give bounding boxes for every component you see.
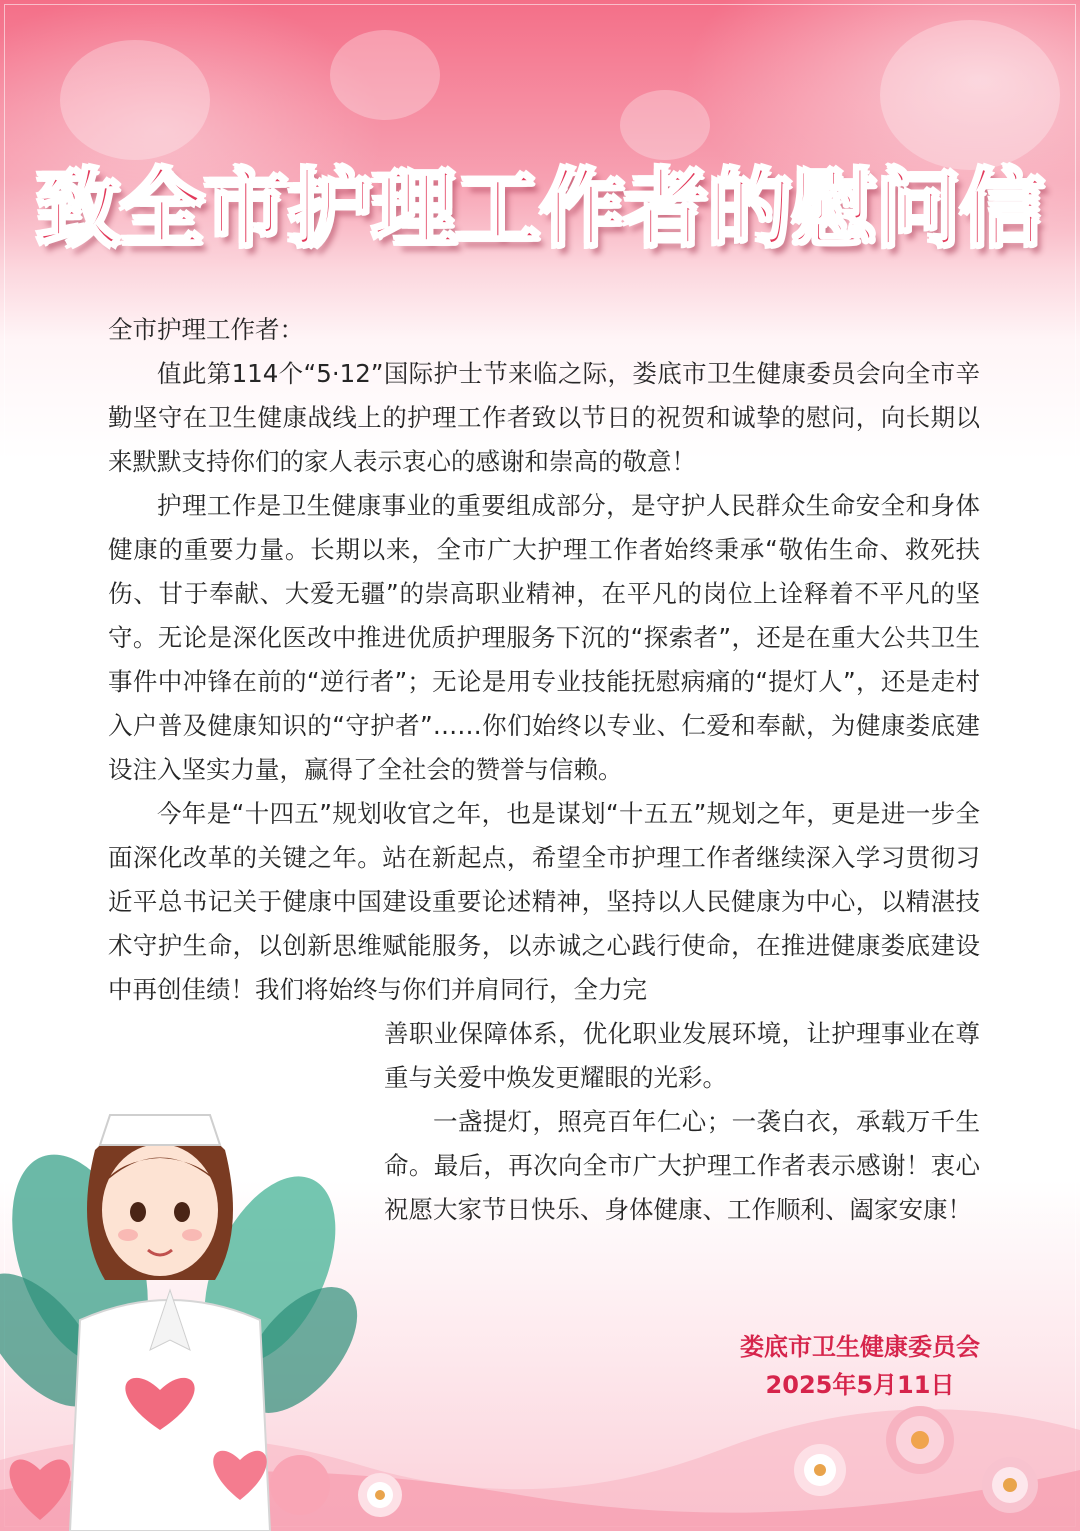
title-banner	[0, 142, 1080, 263]
flower-icon	[886, 1406, 954, 1474]
paragraph-3	[108, 792, 980, 1012]
bokeh-light	[330, 30, 440, 120]
page-title: 致全市护理工作者的慰问信	[35, 160, 1044, 258]
salutation: 全市护理工作者：	[108, 315, 304, 344]
paragraph-3-tail: 善职业保障体系，优化职业发展环境，让护理事业在尊重与关爱中焕发更耀眼的光彩。	[384, 1019, 980, 1092]
flower-icon	[982, 1457, 1038, 1513]
flower-icon	[358, 1473, 402, 1517]
nurse-illustration	[0, 1090, 360, 1531]
flower-icon	[794, 1444, 846, 1496]
paragraph-1: 值此第114个“5·12”国际护士节来临之际，娄底市卫生健康委员会向全市辛勤坚守在卫生健康战线上的护理工作者致以节日的祝贺和诚挚的慰问，向长期以来默默支持你们的家人表示衷心的感谢和崇高的敬意！	[108, 359, 980, 476]
paragraph-3-main: 今年是“十四五”规划收官之年，也是谋划“十五五”规划之年，更是进一步全面深化改革的关键之年。站在新起点，希望全市护理工作者继续深入学习贯彻习近平总书记关于健康中国建设重要论述精神，坚持以人民健康为中心，以精湛技术守护生命，以创新思维赋能服务，以赤诚之心践行使命，在推进健康娄底建设中再创佳绩！我们将始终与你们并肩同行，全力完	[108, 799, 980, 1004]
paragraph-4: 一盏提灯，照亮百年仁心；一袭白衣，承载万千生命。最后，再次向全市广大护理工作者表示感谢！衷心祝愿大家节日快乐、身体健康、工作顺利、阖家安康！	[384, 1107, 980, 1224]
paragraph-2: 护理工作是卫生健康事业的重要组成部分，是守护人民群众生命安全和身体健康的重要力量。长期以来，全市广大护理工作者始终秉承“敬佑生命、救死扶伤、甘于奉献、大爱无疆”的崇高职业精神，在平凡的岗位上诠释着不平凡的坚守。无论是深化医改中推进优质护理服务下沉的“探索者”，还是在重大公共卫生事件中冲锋在前的“逆行者”；无论是用专业技能抚慰病痛的“提灯人”，还是走村入户普及健康知识的“守护者”……你们始终以专业、仁爱和奉献，为健康娄底建设注入坚实力量，赢得了全社会的赞誉与信赖。	[108, 491, 980, 784]
signature-org: 娄底市卫生健康委员会	[740, 1333, 980, 1361]
indented-block	[384, 1012, 980, 1232]
signature-date: 2025年5月11日	[765, 1371, 955, 1399]
